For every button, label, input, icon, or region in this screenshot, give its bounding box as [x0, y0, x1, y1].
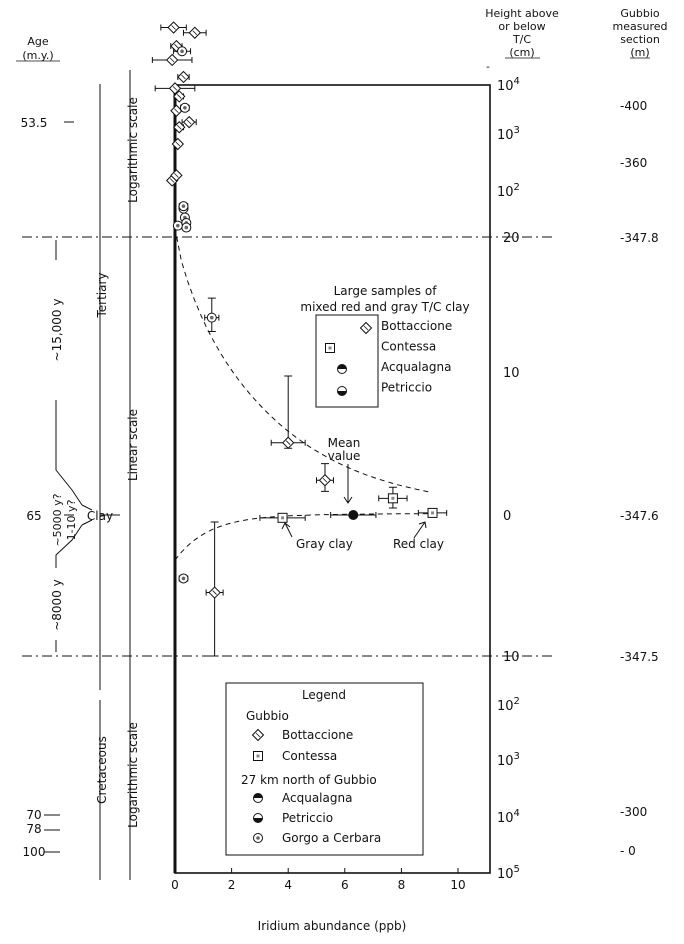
- gray-clay-label: Gray clay: [296, 537, 353, 551]
- legend-entry: Contessa: [282, 749, 338, 763]
- section-heading: (m): [630, 46, 650, 59]
- legend-entry: Bottaccione: [282, 728, 354, 742]
- data-point-diamond: [209, 587, 220, 598]
- data-point-diamond: [189, 27, 200, 38]
- y-tick-label: $10^4$: [497, 76, 520, 94]
- annotation-marker: [326, 344, 335, 353]
- y-axis-heading: (cm): [509, 46, 535, 59]
- mean-label: value: [327, 449, 361, 463]
- section-heading: measured: [612, 20, 668, 33]
- y-axis-heading: Height above: [485, 7, 559, 20]
- legend-group: 27 km north of Gubbio: [241, 773, 377, 787]
- section-label: -347.5: [620, 650, 659, 664]
- age-label: 65: [26, 509, 42, 523]
- y-axis-heading: or below: [498, 20, 546, 33]
- data-point-square: [278, 513, 287, 522]
- annotation-entry: Bottaccione: [381, 319, 453, 333]
- legend-entry: Petriccio: [282, 811, 334, 825]
- y-tick-label: 20: [503, 231, 520, 246]
- period-label: Cretaceous: [95, 736, 109, 804]
- y-axis-heading: T/C: [512, 33, 532, 46]
- data-point-square: [428, 508, 437, 517]
- data-point-diamond: [319, 475, 330, 486]
- duration-label: 1-10 y?: [65, 499, 78, 541]
- legend-entry: Gorgo a Cerbara: [282, 831, 382, 845]
- annotation-title: Large samples of: [333, 284, 437, 298]
- data-point-dotted-circle: [178, 47, 187, 56]
- legend-marker: [254, 794, 263, 803]
- age-label: 100: [22, 845, 46, 859]
- period-label: Clay: [86, 509, 114, 523]
- y-tick-label: $10^4$: [497, 808, 520, 826]
- x-axis-label: Iridium abundance (ppb): [257, 919, 407, 933]
- red-clay-label: Red clay: [393, 537, 444, 551]
- x-tick-label: 10: [450, 878, 466, 892]
- section-label: -347.8: [620, 231, 659, 245]
- age-label: 70: [26, 808, 42, 822]
- data-point-diamond: [178, 71, 189, 82]
- mean-arrow: [344, 464, 352, 503]
- section-heading: section: [620, 33, 660, 46]
- y-tick-label: $10^3$: [497, 751, 520, 769]
- duration-label: ~5000 y?: [51, 493, 64, 547]
- data-point-diamond: [168, 22, 179, 33]
- data-point-dotted-circle: [182, 223, 191, 232]
- legend-title: Legend: [301, 688, 347, 702]
- heading-dash: -: [486, 60, 490, 73]
- annotation-entry: Acqualagna: [381, 360, 452, 374]
- age-heading: (m.y.): [22, 49, 54, 62]
- section-label: -400: [620, 99, 648, 113]
- annotation-title: mixed red and gray T/C clay: [300, 300, 470, 314]
- data-point-diamond: [184, 117, 195, 128]
- y-tick-label: 10: [503, 650, 520, 665]
- data-point-dotted-circle: [180, 103, 189, 112]
- data-point-dotted-circle: [179, 574, 188, 583]
- duration-label: ~8000 y: [50, 579, 64, 631]
- x-tick-label: 4: [284, 878, 293, 892]
- section-label: - 0: [620, 844, 636, 858]
- age-heading: Age: [27, 35, 49, 48]
- section-label: -300: [620, 805, 648, 819]
- legend-marker: [254, 752, 263, 761]
- data-point-dotted-circle: [173, 221, 182, 230]
- legend-marker: [254, 814, 263, 823]
- duration-label: ~15,000 y: [50, 298, 64, 362]
- y-tick-label: $10^2$: [497, 696, 520, 714]
- annotation-marker: [338, 387, 347, 396]
- x-tick-label: 6: [340, 878, 349, 892]
- legend-group: Gubbio: [246, 709, 289, 723]
- mean-label: Mean: [327, 436, 361, 450]
- scale-label: Linear scale: [126, 408, 140, 482]
- y-tick-label: $10^5$: [497, 864, 520, 882]
- annotation-marker: [361, 323, 372, 334]
- y-tick-label: $10^2$: [497, 182, 520, 200]
- annotation-marker: [338, 365, 347, 374]
- data-point-dotted-circle: [207, 313, 216, 322]
- scale-label: Logarithmic scale: [126, 97, 140, 203]
- y-tick-label: 0: [503, 509, 512, 524]
- age-label: 78: [26, 822, 42, 836]
- annotation-entry: Petriccio: [381, 380, 433, 395]
- legend-marker: [254, 834, 263, 843]
- age-label: 53.5: [20, 116, 48, 130]
- data-point-filled-circle: [348, 510, 358, 520]
- section-label: -360: [620, 156, 648, 170]
- section-label: -347.6: [620, 509, 659, 523]
- x-tick-label: 0: [171, 878, 179, 892]
- period-label: Tertiary: [95, 272, 109, 318]
- data-point-diamond: [167, 54, 178, 65]
- annotation-entry: Contessa: [381, 339, 437, 354]
- red-clay-arrow: [414, 522, 426, 538]
- y-tick-label: $10^3$: [497, 125, 520, 143]
- legend-entry: Acqualagna: [282, 791, 353, 805]
- data-point-square: [388, 494, 397, 503]
- x-tick-label: 8: [397, 878, 406, 892]
- data-point-dotted-circle: [179, 202, 188, 211]
- gray-clay-arrow: [282, 523, 292, 537]
- section-heading: Gubbio: [620, 7, 660, 20]
- data-point-diamond: [283, 437, 294, 448]
- scale-label: Logarithmic scale: [126, 722, 140, 828]
- x-tick-label: 2: [227, 878, 236, 892]
- y-tick-label: 10: [503, 366, 520, 381]
